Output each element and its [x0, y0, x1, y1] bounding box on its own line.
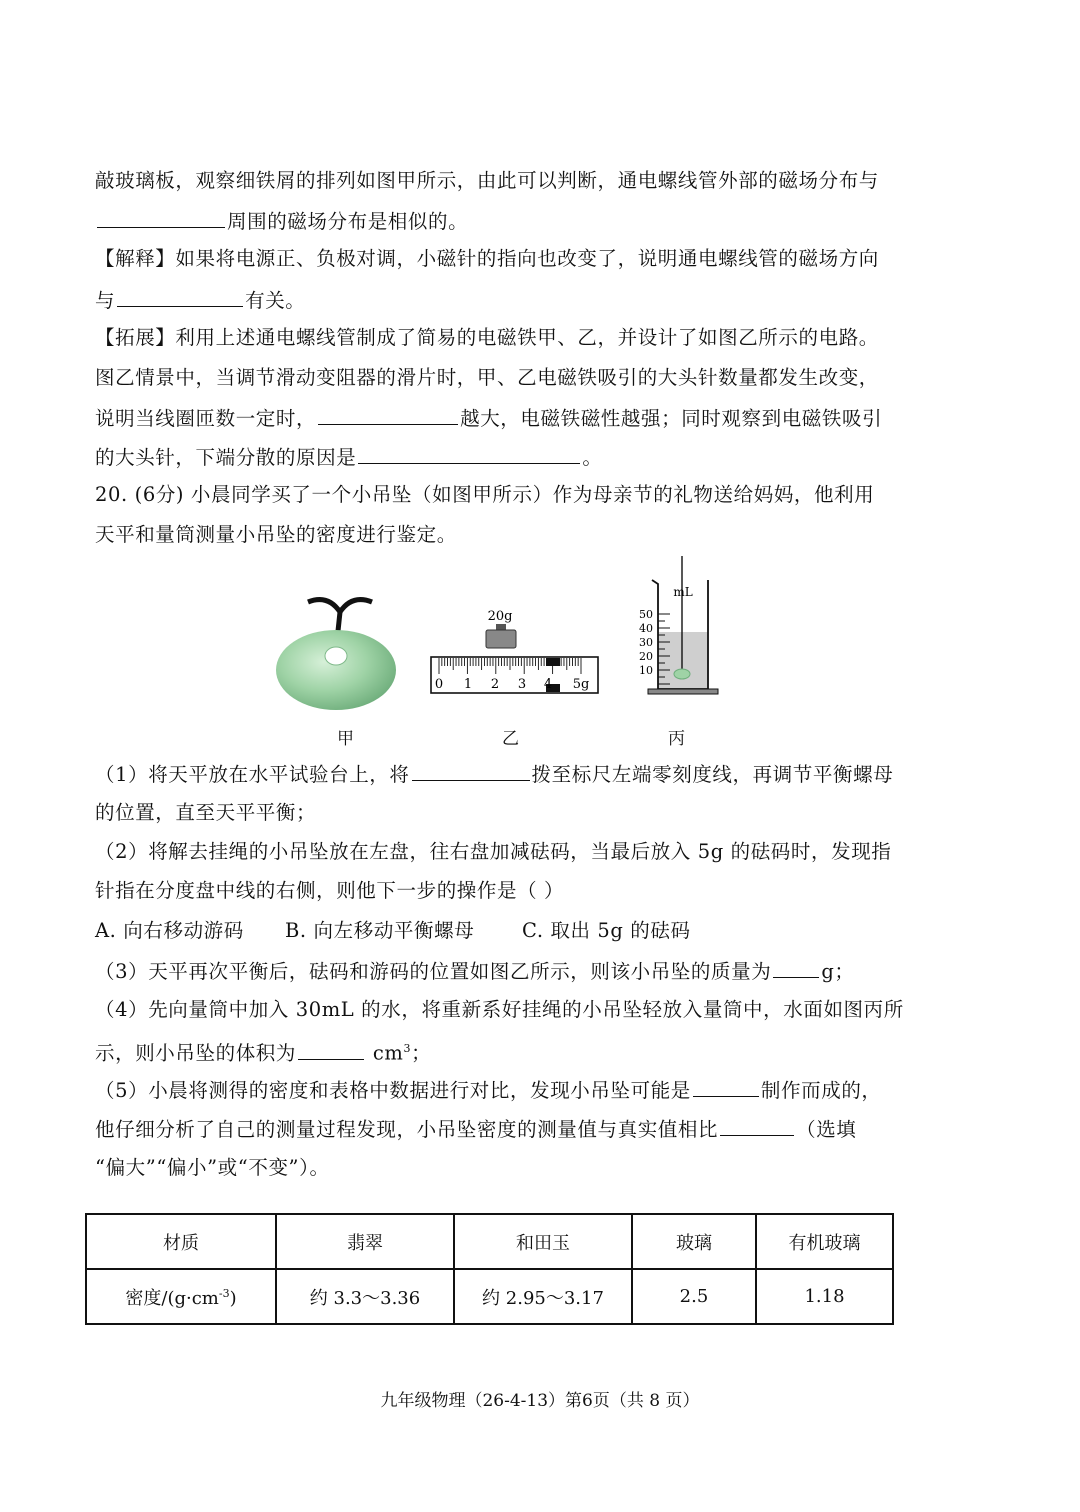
question-4: （4）先向量筒中加入 30mL 的水，将重新系好挂绳的小吊坠轻放入量筒中，水面如图丙所 [95, 998, 904, 1021]
text-line: 与 有关。 [95, 286, 305, 314]
text-line: 的大头针，下端分散的原因是 。 [95, 443, 602, 471]
question-3: （3）天平再次平衡后，砝码和游码的位置如图乙所示，则该小吊坠的质量为 g； [95, 957, 855, 985]
answer-blank[interactable] [298, 1039, 364, 1060]
text-line: 天平和量筒测量小吊坠的密度进行鉴定。 [95, 523, 457, 546]
table-cell: 2.5 [632, 1269, 756, 1324]
weight-label: 20g [487, 609, 513, 624]
rider-top [546, 658, 560, 666]
balance-scale-figure [428, 602, 603, 697]
scale-tick-label: 5g [572, 677, 590, 692]
question-20-heading: 20. (6分) 小晨同学买了一个小吊坠（如图甲所示）作为母亲节的礼物送给妈妈，他利用 [95, 483, 875, 506]
page-footer: 九年级物理（26-4-13）第6页（共 8 页） [380, 1391, 700, 1411]
answer-blank[interactable] [358, 443, 580, 464]
table-cell: 约 3.3～3.36 [276, 1269, 454, 1324]
answer-blank[interactable] [97, 207, 225, 228]
table-row [86, 1269, 893, 1324]
cylinder-mark-label: 10 [639, 664, 653, 677]
table-header-cell: 材质 [86, 1214, 276, 1269]
pendant-cord [340, 600, 372, 612]
table-header-cell: 翡翠 [276, 1214, 454, 1269]
figure-label-yi: 乙 [502, 729, 519, 749]
text-line: 周围的磁场分布是相似的。 [95, 207, 468, 235]
pendant-in-water [674, 669, 690, 679]
scale-tick-label: 1 [463, 677, 473, 692]
figure-label-jia: 甲 [337, 729, 354, 749]
cylinder-mark-label: 30 [639, 636, 653, 649]
text-line: “偏大”“偏小”或“不变”）。 [95, 1156, 330, 1179]
pendant-cord [308, 600, 340, 612]
text-line: 说明当线圈匝数一定时， 越大，电磁铁磁性越强；同时观察到电磁铁吸引 [95, 404, 882, 432]
question-2: （2）将解去挂绳的小吊坠放在左盘，往右盘加减砝码，当最后放入 5g 的砝码时，发现指 [95, 840, 892, 863]
cylinder-unit: mL [673, 585, 693, 599]
table-header-cell: 和田玉 [454, 1214, 632, 1269]
text-line: 敲玻璃板，观察细铁屑的排列如图甲所示，由此可以判断，通电螺线管外部的磁场分布与 [95, 169, 879, 192]
text-line: 【拓展】利用上述通电螺线管制成了简易的电磁铁甲、乙，并设计了如图乙所示的电路。 [95, 326, 879, 349]
table-cell: 1.18 [756, 1269, 893, 1324]
answer-blank[interactable] [412, 760, 530, 781]
answer-blank[interactable] [773, 957, 819, 978]
text-line: 的位置，直至天平平衡； [95, 801, 317, 824]
table-cell: 约 2.95～3.17 [454, 1269, 632, 1324]
answer-blank[interactable] [117, 286, 243, 307]
text-line: 图乙情景中，当调节滑动变阻器的滑片时，甲、乙电磁铁吸引的大头针数量都发生改变， [95, 366, 879, 389]
text-line: 他仔细分析了自己的测量过程发现，小吊坠密度的测量值与真实值相比 （选填 [95, 1115, 856, 1143]
text-line: 【解释】如果将电源正、负极对调，小磁针的指向也改变了，说明通电螺线管的磁场方向 [95, 247, 879, 270]
scale-tick-label: 2 [490, 677, 500, 692]
cylinder-base [648, 689, 718, 694]
question-1: （1）将天平放在水平试验台上，将 拨至标尺左端零刻度线，再调节平衡螺母 [95, 760, 893, 788]
density-table [85, 1213, 894, 1325]
answer-blank[interactable] [693, 1076, 759, 1097]
weight-knob [496, 624, 506, 630]
water-column [658, 632, 708, 689]
answer-blank[interactable] [720, 1115, 794, 1136]
cylinder-mark-label: 20 [639, 650, 653, 663]
weight-icon [486, 630, 516, 648]
jade-hole [325, 647, 347, 665]
scale-tick-label: 3 [517, 677, 527, 692]
scale-tick-label: 0 [434, 677, 444, 692]
jade-pendant-figure [268, 592, 408, 714]
table-header-cell: 玻璃 [632, 1214, 756, 1269]
figure-label-bing: 丙 [668, 729, 685, 749]
answer-blank[interactable] [318, 404, 458, 425]
table-header-row [86, 1214, 893, 1269]
cylinder-mark-label: 50 [639, 608, 653, 621]
text-line: 示，则小吊坠的体积为 $cm^3$； [95, 1036, 431, 1067]
text-line: 针指在分度盘中线的右侧，则他下一步的操作是（ ） [95, 879, 565, 902]
option-b[interactable]: B. 向左移动平衡螺母 [285, 919, 475, 942]
measuring-cylinder-figure [628, 552, 723, 697]
question-5: （5）小晨将测得的密度和表格中数据进行对比，发现小吊坠可能是 制作而成的， [95, 1076, 882, 1104]
scale-tick-label: 4 [543, 677, 553, 692]
table-header-cell: 有机玻璃 [756, 1214, 893, 1269]
option-a[interactable]: A. 向右移动游码 [95, 919, 244, 942]
option-c[interactable]: C. 取出 5g 的砝码 [522, 919, 691, 942]
table-row-label: 密度$/(g\cdot cm^{-3})$ [86, 1269, 276, 1324]
cylinder-mark-label: 40 [639, 622, 653, 635]
jade-disc [276, 630, 396, 710]
